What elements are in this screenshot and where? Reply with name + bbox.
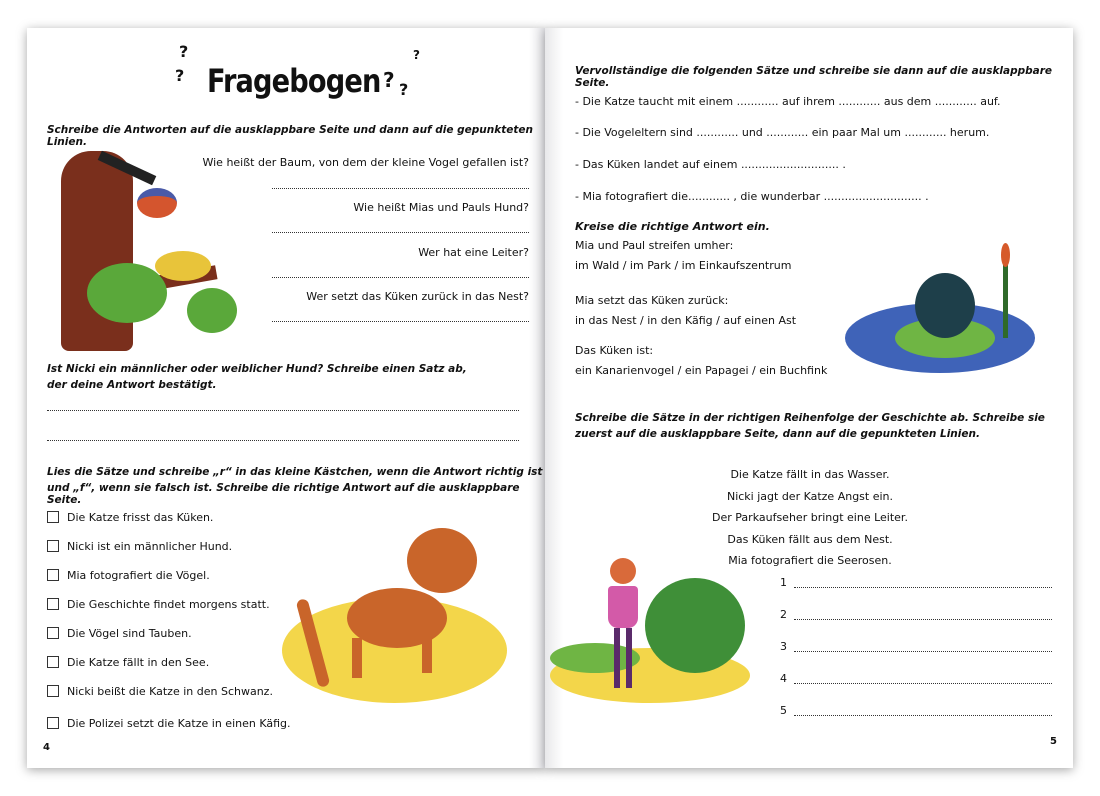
statement-text: Die Geschichte findet morgens statt.: [67, 598, 270, 611]
choice-prompt: Mia setzt das Küken zurück:: [575, 294, 729, 307]
statement-text: Die Katze frisst das Küken.: [67, 511, 214, 524]
fill-sentence: - Mia fotografiert die............ , die wunderbar ............................ .: [575, 190, 929, 203]
answer-line[interactable]: [794, 715, 1052, 716]
instruction-text: der deine Antwort bestätigt.: [47, 379, 217, 391]
choice-options[interactable]: im Wald / im Park / im Einkaufszentrum: [575, 259, 792, 272]
question-mark-deco: ?: [413, 48, 420, 62]
answer-checkbox[interactable]: [47, 598, 59, 610]
answer-checkbox[interactable]: [47, 511, 59, 523]
statement-text: Die Vögel sind Tauben.: [67, 627, 192, 640]
answer-checkbox[interactable]: [47, 656, 59, 668]
instruction-text: Lies die Sätze und schreibe „r“ in das kleine Kästchen, wenn die Antwort richtig ist: [47, 466, 543, 478]
statement-item: [47, 598, 291, 627]
instruction-text: Schreibe die Sätze in der richtigen Reihenfolge der Geschichte ab. Schreibe sie: [575, 412, 1045, 424]
choice-prompt: Das Küken ist:: [575, 344, 654, 357]
ordering-row: [780, 576, 1052, 608]
right-page: [545, 28, 1073, 768]
order-sentence: Mia fotografiert die Seerosen.: [728, 554, 892, 567]
answer-line[interactable]: [47, 410, 519, 411]
cat-illustration: [282, 508, 507, 708]
answer-line[interactable]: [47, 440, 519, 441]
order-sentence: Nicki jagt der Katze Angst ein.: [726, 489, 894, 503]
question-mark-deco: ?: [179, 42, 189, 61]
question-mark-deco: ?: [399, 80, 409, 99]
frog-illustration: [845, 243, 1035, 373]
statement-text: Nicki beißt die Katze in den Schwanz.: [67, 685, 273, 698]
statement-item: [47, 685, 291, 717]
order-sentence-list: [695, 464, 925, 572]
left-page: [27, 28, 545, 768]
instruction-text: Vervollständige die folgenden Sätze und schreibe sie dann auf die ausklappbare Seite.: [575, 65, 1053, 89]
girl-bush-illustration: [550, 558, 750, 708]
statement-list: [47, 511, 291, 746]
answer-line[interactable]: [794, 651, 1052, 652]
statement-item: [47, 569, 291, 598]
page-number: 5: [1050, 736, 1057, 747]
answer-line-4[interactable]: [272, 321, 529, 322]
answer-line-2[interactable]: [272, 232, 529, 233]
row-number: 5: [780, 704, 787, 717]
answer-line[interactable]: [794, 619, 1052, 620]
statement-item: [47, 627, 291, 656]
instruction-text: zuerst auf die ausklappbare Seite, dann auf die gepunkteten Linien.: [575, 428, 980, 440]
answer-checkbox[interactable]: [47, 717, 59, 729]
choice-options[interactable]: ein Kanarienvogel / ein Papagei / ein Buchfink: [575, 364, 828, 377]
order-sentence: Die Katze fällt in das Wasser.: [730, 468, 890, 481]
answer-checkbox[interactable]: [47, 540, 59, 552]
statement-text: Nicki ist ein männlicher Hund.: [67, 540, 233, 553]
answer-checkbox[interactable]: [47, 627, 59, 639]
row-number: 1: [780, 576, 787, 589]
ordering-row: [780, 704, 1052, 736]
bird-nest-illustration: [57, 143, 237, 353]
order-sentence: Das Küken fällt aus dem Nest.: [727, 532, 893, 546]
answer-line[interactable]: [794, 683, 1052, 684]
question-1: Wie heißt der Baum, von dem der kleine Vogel gefallen ist?: [202, 156, 529, 169]
row-number: 2: [780, 608, 787, 621]
statement-text: Die Polizei setzt die Katze in einen Käfig.: [67, 717, 291, 730]
page-number: 4: [43, 742, 50, 753]
row-number: 3: [780, 640, 787, 653]
instruction-text: und „f“, wenn sie falsch ist. Schreibe die richtige Antwort auf die ausklappbare Seite.: [47, 482, 520, 506]
statement-item: [47, 717, 291, 746]
ordering-row: [780, 672, 1052, 704]
row-number: 4: [780, 672, 787, 685]
order-sentence: Der Parkaufseher bringt eine Leiter.: [712, 511, 908, 524]
ordering-row: [780, 640, 1052, 672]
statement-item: [47, 540, 291, 569]
question-2: Wie heißt Mias und Pauls Hund?: [353, 201, 529, 214]
page-title: Fragebogen: [207, 62, 381, 100]
question-mark-deco: ?: [175, 66, 185, 85]
statement-text: Mia fotografiert die Vögel.: [67, 569, 210, 582]
fill-sentence: - Die Katze taucht mit einem ............ auf ihrem ............ aus dem ............ auf.: [575, 95, 1001, 108]
statement-item: [47, 511, 291, 540]
question-mark-deco: ?: [383, 68, 395, 92]
answer-line-1[interactable]: [272, 188, 529, 189]
question-3: Wer hat eine Leiter?: [418, 246, 529, 259]
fill-sentence: - Das Küken landet auf einem ............................ .: [575, 158, 846, 171]
ordering-row: [780, 608, 1052, 640]
fill-sentence: - Die Vogeleltern sind ............ und ............ ein paar Mal um ............ herum.: [575, 126, 990, 139]
answer-line-3[interactable]: [272, 277, 529, 278]
choice-prompt: Mia und Paul streifen umher:: [575, 239, 734, 252]
question-4: Wer setzt das Küken zurück in das Nest?: [306, 290, 529, 303]
answer-checkbox[interactable]: [47, 569, 59, 581]
instruction-text: Ist Nicki ein männlicher oder weiblicher Hund? Schreibe einen Satz ab,: [47, 363, 467, 375]
answer-line[interactable]: [794, 587, 1052, 588]
statement-item: [47, 656, 291, 685]
statement-text: Die Katze fällt in den See.: [67, 656, 210, 669]
choice-options[interactable]: in das Nest / in den Käfig / auf einen Ast: [575, 314, 797, 327]
ordering-lines: [780, 576, 1052, 736]
answer-checkbox[interactable]: [47, 685, 59, 697]
instruction-text: Schreibe die Antworten auf die ausklappbare Seite und dann auf die gepunkteten Linien.: [47, 124, 533, 148]
instruction-text: Kreise die richtige Antwort ein.: [575, 220, 770, 233]
